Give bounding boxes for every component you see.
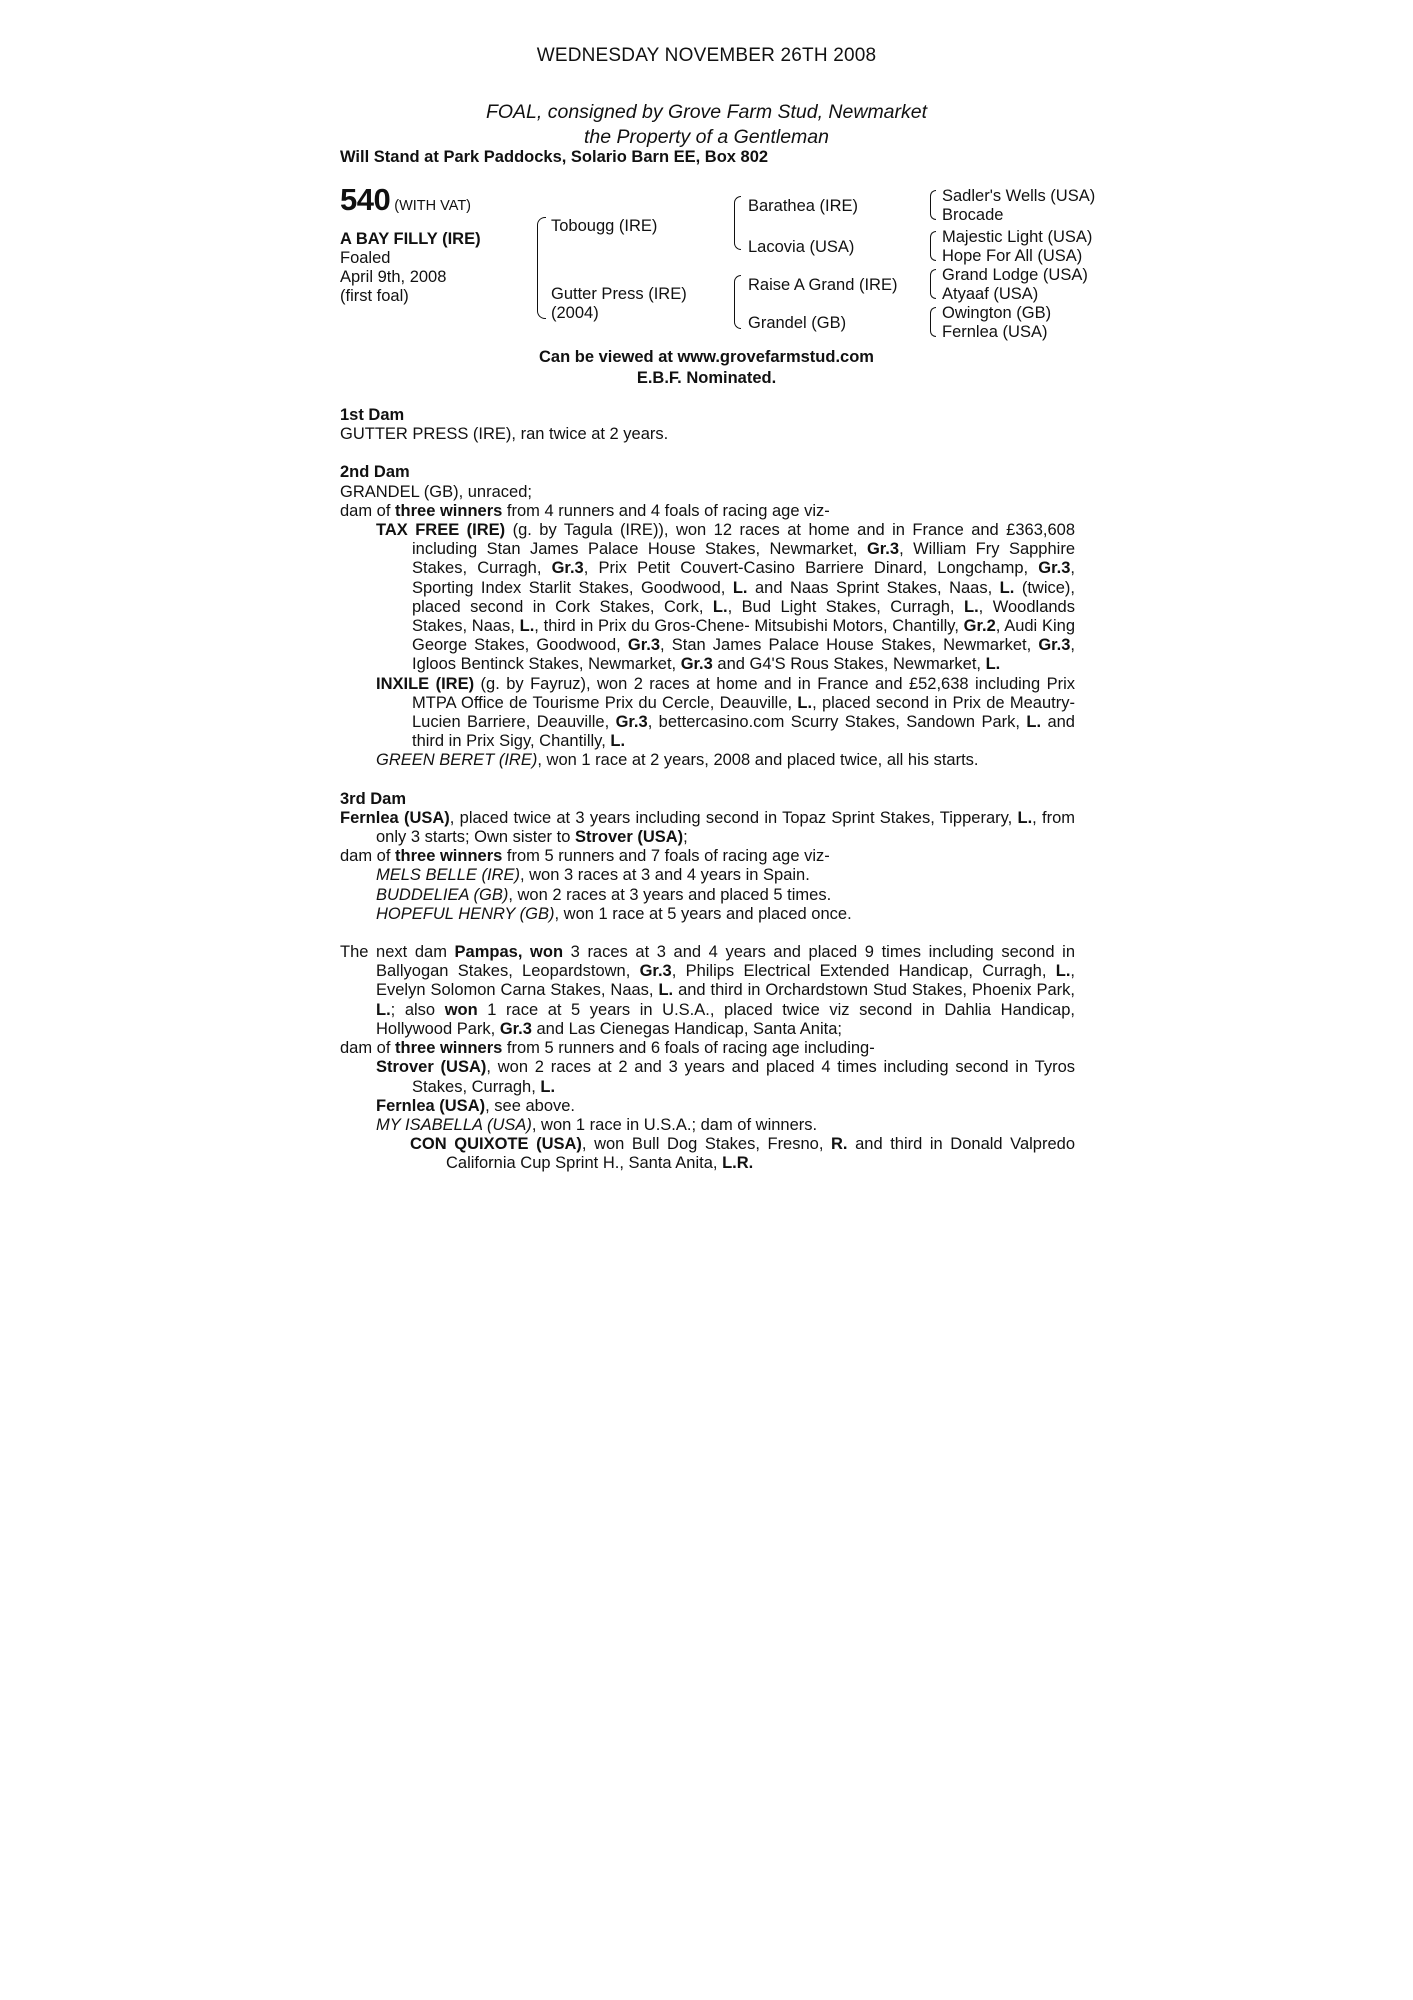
progeny-fernlea: Fernlea (USA), see above. <box>376 1096 576 1115</box>
foaled-label: Foaled <box>340 249 391 267</box>
lot-number: 540 <box>340 182 391 217</box>
pedigree-brace-g4 <box>930 307 936 337</box>
progeny-inxile: INXILE (IRE) (g. by Fayruz), won 2 races at home and in France and £52,638 including Prix MTPA Office de Tourisme Prix du Cercle, Deauville, L., placed second in Prix de Meautry- Lucien Barriere, Deauville, Gr.3, bettercasino.com Scurry Stakes, Sandown Park, L. and third in Prix Sigy, Chantilly, L. <box>376 674 1075 751</box>
dam-of-line: dam of three winners from 5 runners and 6 foals of racing age including- <box>340 1039 875 1058</box>
progeny-tax-free: TAX FREE (IRE) (g. by Tagula (IRE)), won 12 races at home and in France and £363,608 including Stan James Palace House Stakes, Newmarket, Gr.3, William Fry Sapphire Stakes, Curragh, Gr.3, Prix Petit Couvert-Casino Barriere Dinard, Longchamp, Gr.3, Sporting Index Starlit Stakes, Goodwood, L. and Naas Sprint Stakes, Naas, L. (twice), placed second in Cork Stakes, Cork, L., Bud Light Stakes, Curragh, L., Woodlands Stakes, Naas, L., third in Prix du Gros-Chene- Mitsubishi Motors, Chantilly, Gr.2, Audi King George Stakes, Goodwood, Gr.3, Stan James Palace House Stakes, Newmarket, Gr.3, Igloos Bentinck Stakes, Newmarket, Gr.3 and G4'S Rous Stakes, Newmarket, L. <box>376 521 1076 674</box>
progeny-mels-belle: MELS BELLE (IRE), won 3 races at 3 and 4 years in Spain. <box>376 866 810 885</box>
progeny-hopeful-henry: HOPEFUL HENRY (GB), won 1 race at 5 years and placed once. <box>376 904 852 923</box>
first-dam-section <box>340 406 1075 444</box>
pedigree-g1: Sadler's Wells (USA) <box>942 187 1096 205</box>
next-dam-section <box>340 943 1075 1173</box>
pedigree-dam <box>551 285 687 323</box>
first-dam-text: GUTTER PRESS (IRE), ran twice at 2 years. <box>340 425 669 444</box>
third-dam-text: Fernlea (USA), placed twice at 3 years including second in Topaz Sprint Stakes, Tipperary, L., from only 3 starts; Own sister to Strover (USA); <box>340 808 1076 847</box>
progeny-green-beret: GREEN BERET (IRE), won 1 race at 2 years, 2008 and placed twice, all his starts. <box>376 751 979 770</box>
lot-header <box>340 182 472 217</box>
consignor-line: FOAL, consigned by Grove Farm Stud, Newmarket <box>485 101 928 123</box>
second-dam-line: GRANDEL (GB), unraced; <box>340 482 532 501</box>
progeny-buddeliea: BUDDELIEA (GB), won 2 races at 3 years and placed 5 times. <box>376 885 832 904</box>
website-line: Can be viewed at www.grovefarmstud.com <box>539 348 874 366</box>
pedigree-sire-dam: Lacovia (USA) <box>748 238 855 256</box>
dam-of-line: dam of three winners from 4 runners and 4 foals of racing age viz- <box>340 501 830 520</box>
pedigree-g2: Brocade <box>942 206 1004 224</box>
horse-title: A BAY FILLY (IRE) <box>340 230 481 248</box>
pedigree-brace-g2 <box>930 231 936 261</box>
property-line: the Property of a Gentleman <box>584 126 829 148</box>
consignor-block <box>0 100 1413 150</box>
pedigree-dam-name: Gutter Press (IRE) <box>551 285 687 303</box>
stand-location: Will Stand at Park Paddocks, Solario Barn EE, Box 802 <box>340 148 769 166</box>
section-title: 1st Dam <box>340 406 405 424</box>
pedigree-brace-sire <box>734 196 741 250</box>
pedigree-g8: Fernlea (USA) <box>942 323 1048 341</box>
viewing-info <box>0 347 1413 389</box>
second-dam-section <box>340 463 1075 770</box>
pedigree-brace-dam <box>734 275 741 329</box>
pedigree-dam-sire: Raise A Grand (IRE) <box>748 276 898 294</box>
pedigree-dam-year: (2004) <box>551 304 599 322</box>
pedigree-dam-dam: Grandel (GB) <box>748 314 847 332</box>
foal-note: (first foal) <box>340 287 409 305</box>
vat-note: (WITH VAT) <box>394 198 472 214</box>
catalogue-body <box>340 406 1075 1174</box>
pedigree-g5: Grand Lodge (USA) <box>942 266 1088 284</box>
pedigree-g3: Majestic Light (USA) <box>942 228 1093 246</box>
pedigree-sire: Tobougg (IRE) <box>551 217 658 235</box>
pedigree-sire-sire: Barathea (IRE) <box>748 197 859 215</box>
pedigree-brace-main <box>537 217 546 319</box>
pedigree-g6: Atyaaf (USA) <box>942 285 1039 303</box>
dam-of-line: dam of three winners from 5 runners and 7 foals of racing age viz- <box>340 847 830 866</box>
foaled-date: April 9th, 2008 <box>340 268 447 286</box>
ebf-line: E.B.F. Nominated. <box>636 369 777 387</box>
progeny-strover: Strover (USA), won 2 races at 2 and 3 years and placed 4 times including second in Tyros Stakes, Curragh, L. <box>376 1058 1076 1096</box>
horse-details <box>340 230 481 306</box>
sale-date: WEDNESDAY NOVEMBER 26TH 2008 <box>536 45 877 66</box>
section-title: 3rd Dam <box>340 789 407 808</box>
pedigree-brace-g1 <box>930 190 936 220</box>
pedigree-g7: Owington (GB) <box>942 304 1052 322</box>
progeny-my-isabella: MY ISABELLA (USA), won 1 race in U.S.A.; dam of winners. <box>376 1115 818 1134</box>
section-title: 2nd Dam <box>340 463 410 482</box>
third-dam-section <box>340 790 1075 924</box>
pedigree-brace-g3 <box>930 269 936 299</box>
next-dam-text: The next dam Pampas, won 3 races at 3 and 4 years and placed 9 times including second in Ballyogan Stakes, Leopardstown, Gr.3, Philips Electrical Extended Handicap, Curragh, L., Evelyn Solomon Carna Stakes, Naas, L. and third in Orchardstown Stud Stakes, Phoenix Park, L.; also won 1 race at 5 years in U.S.A., placed twice viz second in Dahlia Handicap, Hollywood Park, Gr.3 and Las Cienegas Handicap, Santa Anita; <box>340 943 1075 1038</box>
pedigree-g4: Hope For All (USA) <box>942 247 1083 265</box>
progeny-con-quixote: CON QUIXOTE (USA), won Bull Dog Stakes, Fresno, R. and third in Donald Valpredo California Cup Sprint H., Santa Anita, L.R. <box>410 1135 1075 1173</box>
